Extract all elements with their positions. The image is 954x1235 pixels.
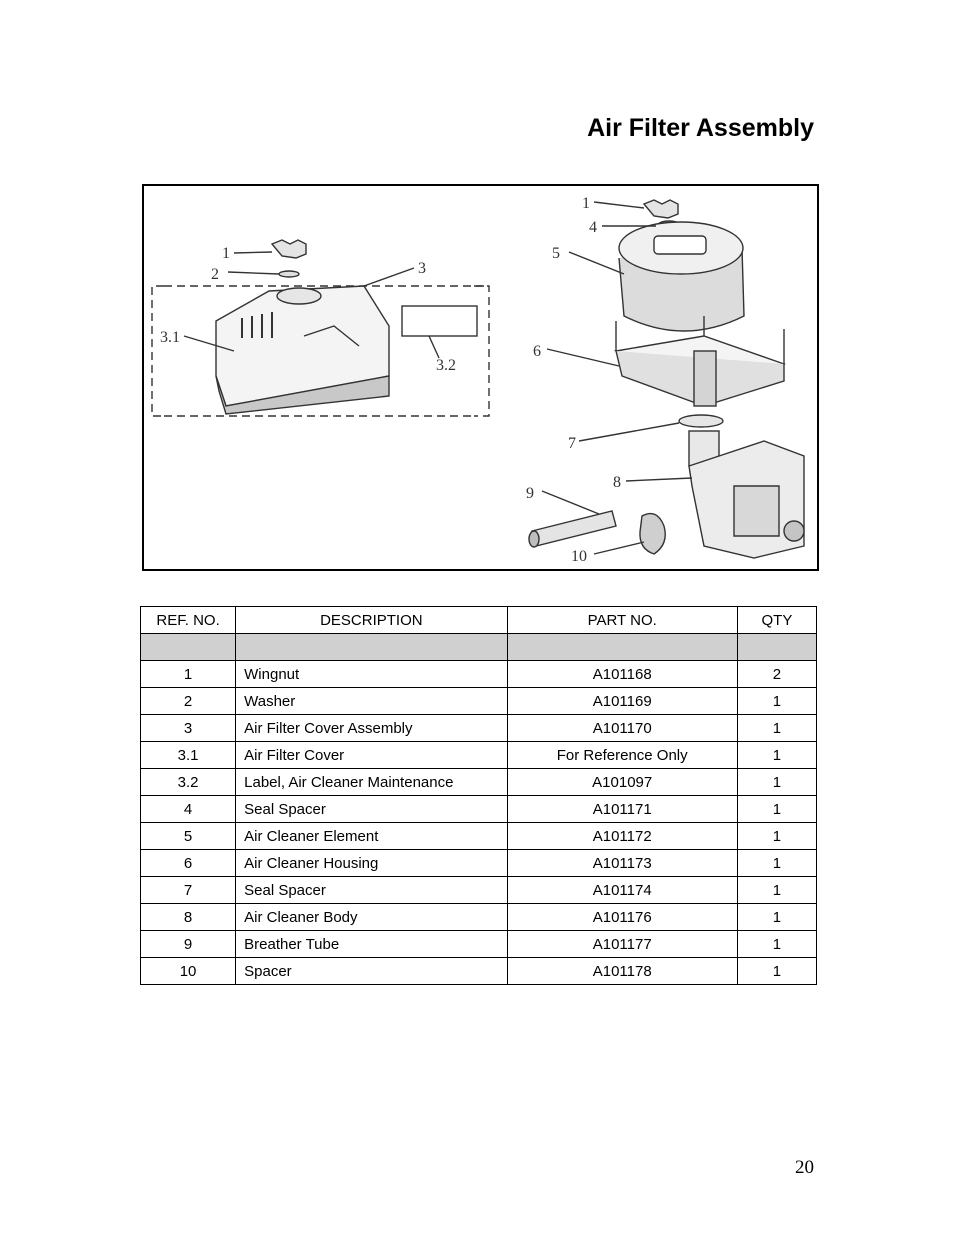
cell-ref: 5 xyxy=(141,823,236,850)
cell-ref: 9 xyxy=(141,931,236,958)
cell-part-no: A101178 xyxy=(507,958,737,985)
callout-8: 8 xyxy=(613,474,621,491)
cell-description: Seal Spacer xyxy=(236,877,507,904)
cell-qty: 1 xyxy=(737,931,816,958)
cell-qty: 1 xyxy=(737,715,816,742)
callout-2: 2 xyxy=(211,266,219,283)
callout-1-right: 1 xyxy=(582,195,590,212)
cell-qty: 1 xyxy=(737,877,816,904)
table-header-row xyxy=(141,607,817,634)
cell-part-no: A101176 xyxy=(507,904,737,931)
exploded-diagram xyxy=(142,184,819,571)
parts-table xyxy=(140,606,817,985)
cell-ref: 3 xyxy=(141,715,236,742)
cell-ref: 6 xyxy=(141,850,236,877)
cell-description: Air Filter Cover xyxy=(236,742,507,769)
cell-qty: 1 xyxy=(737,850,816,877)
cell-description: Label, Air Cleaner Maintenance xyxy=(236,769,507,796)
cell-qty: 1 xyxy=(737,688,816,715)
assembly-bracket xyxy=(152,286,164,416)
callout-10: 10 xyxy=(571,548,587,565)
table-row xyxy=(141,931,817,958)
table-body xyxy=(141,634,817,985)
callout-5: 5 xyxy=(552,245,560,262)
maintenance-label-shape xyxy=(402,306,477,336)
table-row xyxy=(141,958,817,985)
wingnut-left-shape xyxy=(272,240,306,258)
cell-ref: 1 xyxy=(141,661,236,688)
header-description: DESCRIPTION xyxy=(236,607,507,634)
cell-part-no: A101171 xyxy=(507,796,737,823)
cell-part-no: A101097 xyxy=(507,769,737,796)
cell-qty: 1 xyxy=(737,796,816,823)
callout-3-1: 3.1 xyxy=(160,329,180,346)
cell-part-no: A101173 xyxy=(507,850,737,877)
cell-description: Breather Tube xyxy=(236,931,507,958)
cell-part-no: A101174 xyxy=(507,877,737,904)
callout-4: 4 xyxy=(589,219,597,236)
cell-qty: 1 xyxy=(737,823,816,850)
air-cleaner-element-shape xyxy=(619,222,744,331)
cell-description: Washer xyxy=(236,688,507,715)
cell-part-no: For Reference Only xyxy=(507,742,737,769)
cell-ref: 4 xyxy=(141,796,236,823)
callout-3: 3 xyxy=(418,260,426,277)
cell-description: Air Cleaner Body xyxy=(236,904,507,931)
shaded-spacer-row xyxy=(141,634,817,661)
spacer-ring-shape xyxy=(640,514,665,554)
table-row xyxy=(141,769,817,796)
diagram-drawing xyxy=(144,186,817,569)
seal-spacer-lower-shape xyxy=(679,415,723,427)
callout-1-left: 1 xyxy=(222,245,230,262)
cell-part-no: A101172 xyxy=(507,823,737,850)
cell-ref: 7 xyxy=(141,877,236,904)
cell-qty: 1 xyxy=(737,742,816,769)
table-row xyxy=(141,661,817,688)
header-qty: QTY xyxy=(737,607,816,634)
header-part-no: PART NO. xyxy=(507,607,737,634)
page-number: 20 xyxy=(795,1157,814,1178)
cell-qty: 1 xyxy=(737,904,816,931)
cell-qty: 1 xyxy=(737,958,816,985)
cell-description: Seal Spacer xyxy=(236,796,507,823)
table-row xyxy=(141,742,817,769)
wingnut-right-shape xyxy=(644,200,678,218)
cell-description: Spacer xyxy=(236,958,507,985)
cell-description: Air Filter Cover Assembly xyxy=(236,715,507,742)
cell-description: Air Cleaner Element xyxy=(236,823,507,850)
cell-qty: 2 xyxy=(737,661,816,688)
cell-ref: 3.2 xyxy=(141,769,236,796)
header-ref-no: REF. NO. xyxy=(141,607,236,634)
table-row xyxy=(141,715,817,742)
table-row xyxy=(141,823,817,850)
callout-9: 9 xyxy=(526,485,534,502)
breather-tube-shape xyxy=(529,511,616,547)
cell-ref: 8 xyxy=(141,904,236,931)
cell-description: Wingnut xyxy=(236,661,507,688)
cell-part-no: A101169 xyxy=(507,688,737,715)
cell-description: Air Cleaner Housing xyxy=(236,850,507,877)
table-row xyxy=(141,688,817,715)
cell-ref: 2 xyxy=(141,688,236,715)
callout-3-2: 3.2 xyxy=(436,357,456,374)
cell-qty: 1 xyxy=(737,769,816,796)
callout-6: 6 xyxy=(533,343,541,360)
cell-ref: 10 xyxy=(141,958,236,985)
table-row xyxy=(141,850,817,877)
washer-left-shape xyxy=(279,271,299,277)
page-title: Air Filter Assembly xyxy=(587,114,814,142)
cell-ref: 3.1 xyxy=(141,742,236,769)
cell-part-no: A101170 xyxy=(507,715,737,742)
air-cleaner-body-shape xyxy=(689,431,804,558)
callout-7: 7 xyxy=(568,435,576,452)
cell-part-no: A101168 xyxy=(507,661,737,688)
air-filter-cover-shape xyxy=(216,286,389,414)
cell-part-no: A101177 xyxy=(507,931,737,958)
table-row xyxy=(141,877,817,904)
table-row xyxy=(141,796,817,823)
table-row xyxy=(141,904,817,931)
